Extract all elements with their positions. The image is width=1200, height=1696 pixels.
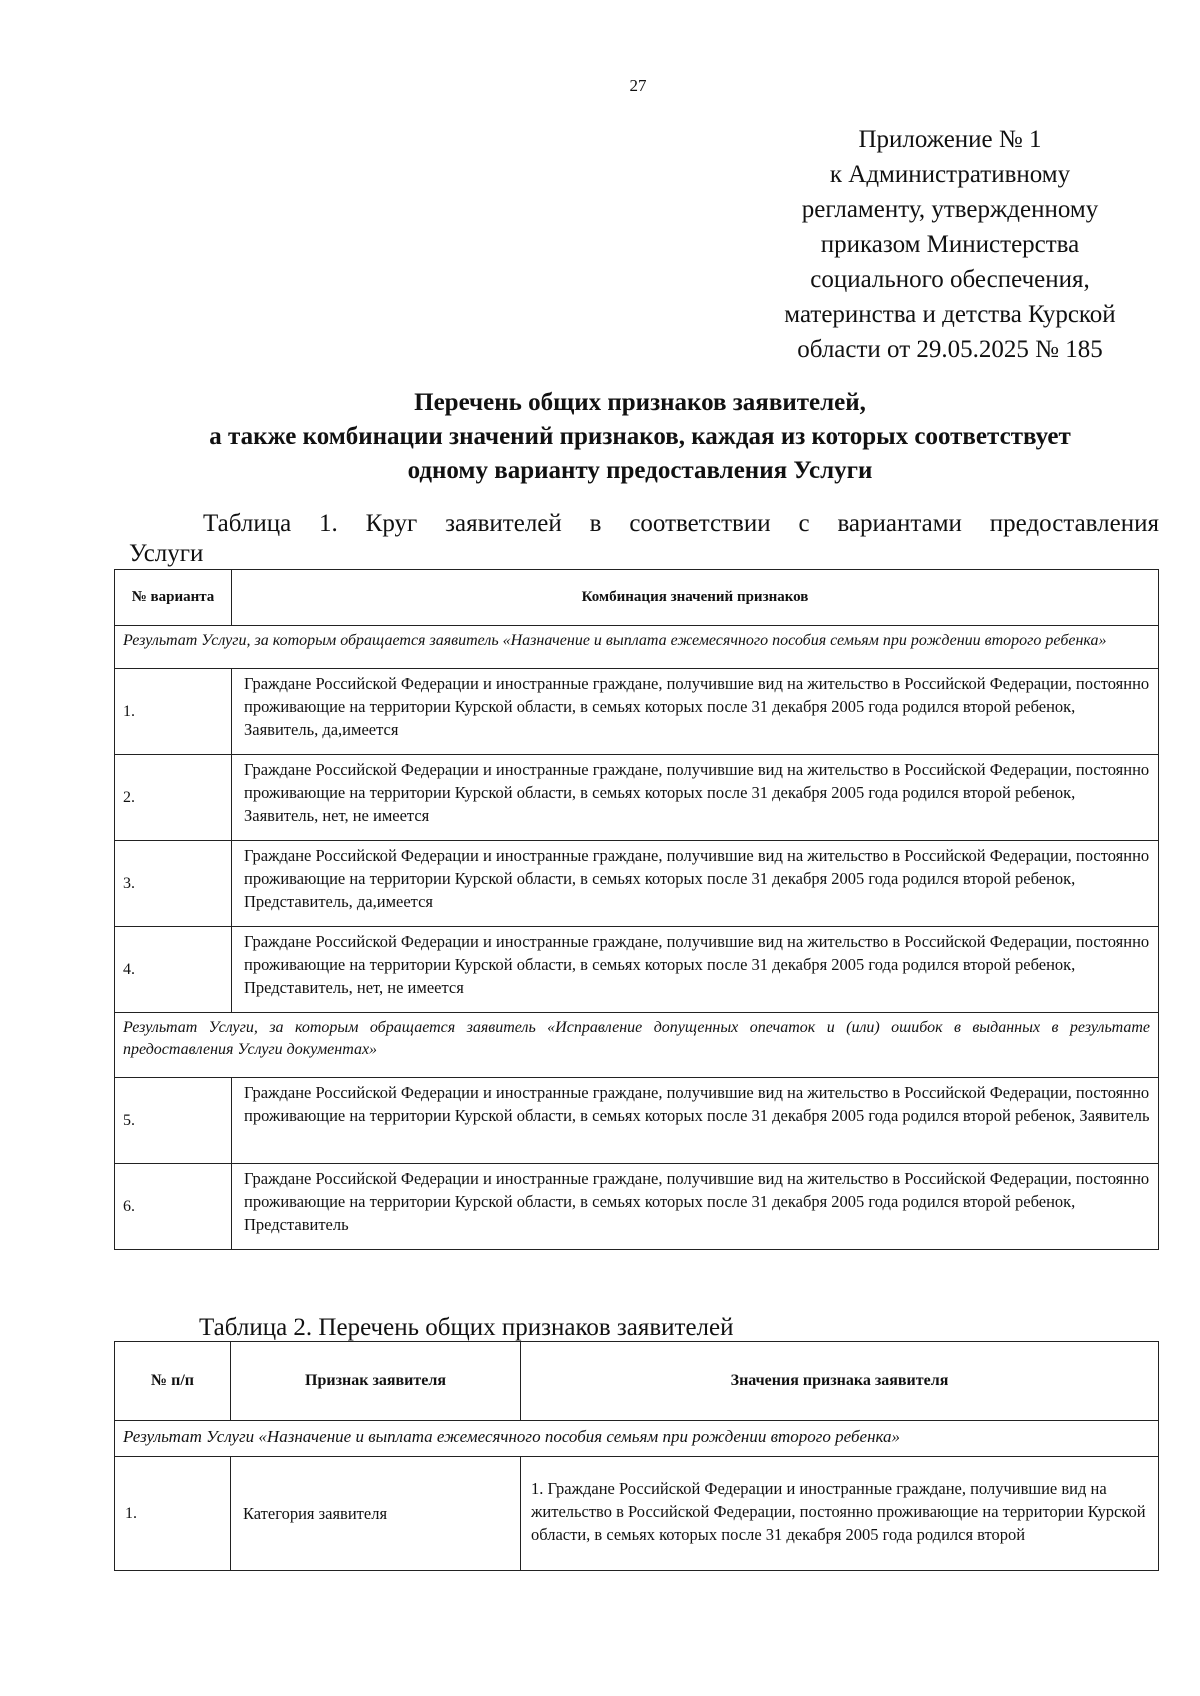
variant-combination: Граждане Российской Федерации и иностранные граждане, получившие вид на жительство в Российской Федерации, постоянно проживающие на территории Курской области, в семьях которых после 31 декабря 2005 года родился второй ребенок, Представитель bbox=[232, 1164, 1159, 1250]
table-row bbox=[115, 841, 1159, 927]
variant-combination: Граждане Российской Федерации и иностранные граждане, получившие вид на жительство в Российской Федерации, постоянно проживающие на территории Курской области, в семьях которых после 31 декабря 2005 года родился второй ребенок, Представитель, нет, не имеется bbox=[232, 927, 1159, 1013]
table-row bbox=[115, 755, 1159, 841]
header-sign: Признак заявителя bbox=[231, 1342, 521, 1421]
table-row bbox=[115, 669, 1159, 755]
result-row bbox=[115, 1013, 1159, 1078]
variants-table bbox=[114, 569, 1159, 1250]
variant-number: 5. bbox=[115, 1078, 232, 1164]
appendix-heading bbox=[740, 122, 1160, 367]
result-description: Результат Услуги, за которым обращается заявитель «Назначение и выплата ежемесячного пособия семьям при рождении второго ребенка» bbox=[115, 626, 1159, 669]
header-sign-values: Значения признака заявителя bbox=[521, 1342, 1159, 1421]
item-number: 1. bbox=[115, 1457, 231, 1571]
result-row bbox=[115, 626, 1159, 669]
appendix-line: материнства и детства Курской bbox=[784, 301, 1116, 328]
appendix-line: социального обеспечения, bbox=[810, 266, 1090, 293]
result-description: Результат Услуги «Назначение и выплата ежемесячного пособия семьям при рождении второго ребенка» bbox=[115, 1421, 1159, 1457]
appendix-line: регламенту, утвержденному bbox=[801, 196, 1099, 223]
title-line: а также комбинации значений признаков, каждая из которых соответствует bbox=[209, 423, 1071, 450]
variant-number: 3. bbox=[115, 841, 232, 927]
variant-combination: Граждане Российской Федерации и иностранные граждане, получившие вид на жительство в Российской Федерации, постоянно проживающие на территории Курской области, в семьях которых после 31 декабря 2005 года родился второй ребенок, Заявитель bbox=[232, 1078, 1159, 1164]
table-row bbox=[115, 1457, 1159, 1571]
result-row bbox=[115, 1421, 1159, 1457]
variant-combination: Граждане Российской Федерации и иностранные граждане, получившие вид на жительство в Российской Федерации, постоянно проживающие на территории Курской области, в семьях которых после 31 декабря 2005 года родился второй ребенок, Представитель, да,имеется bbox=[232, 841, 1159, 927]
variant-number: 4. bbox=[115, 927, 232, 1013]
table-header-row bbox=[115, 1342, 1159, 1421]
result-description: Результат Услуги, за которым обращается заявитель «Исправление допущенных опечаток и (или) ошибок в выданных в результате предоставления Услуги документах» bbox=[115, 1013, 1159, 1078]
appendix-line: приказом Министерства bbox=[820, 231, 1080, 258]
table-row bbox=[115, 1164, 1159, 1250]
title-line: одному варианту предоставления Услуги bbox=[407, 457, 873, 484]
appendix-line: Приложение № 1 bbox=[858, 126, 1042, 153]
document-title bbox=[60, 386, 1200, 488]
title-line: Перечень общих признаков заявителей, bbox=[414, 389, 866, 416]
applicant-sign: Категория заявителя bbox=[231, 1457, 521, 1571]
applicant-sign-values: 1. Граждане Российской Федерации и иностранные граждане, получившие вид на жительство в Российской Федерации, постоянно проживающие на территории Курской области, в семьях которых после 31 декабря 2005 года родился второй bbox=[521, 1457, 1159, 1571]
appendix-line: к Административному bbox=[829, 161, 1071, 188]
page-number: 27 bbox=[629, 76, 647, 95]
variant-combination: Граждане Российской Федерации и иностранные граждане, получившие вид на жительство в Российской Федерации, постоянно проживающие на территории Курской области, в семьях которых после 31 декабря 2005 года родился второй ребенок, Заявитель, да,имеется bbox=[232, 669, 1159, 755]
variant-number: 2. bbox=[115, 755, 232, 841]
header-variant-number: № варианта bbox=[115, 570, 232, 626]
table-row bbox=[115, 927, 1159, 1013]
header-combination: Комбинация значений признаков bbox=[232, 570, 1159, 626]
variant-combination: Граждане Российской Федерации и иностранные граждане, получившие вид на жительство в Российской Федерации, постоянно проживающие на территории Курской области, в семьях которых после 31 декабря 2005 года родился второй ребенок, Заявитель, нет, не имеется bbox=[232, 755, 1159, 841]
table1-caption: Таблица 1. Круг заявителей в соответствии с вариантами предоставления bbox=[203, 510, 1159, 537]
header-item-number: № п/п bbox=[115, 1342, 231, 1421]
table1-caption-continued: Услуги bbox=[129, 540, 204, 567]
table-header-row bbox=[115, 570, 1159, 626]
applicant-signs-table bbox=[114, 1341, 1159, 1571]
variant-number: 1. bbox=[115, 669, 232, 755]
table-row bbox=[115, 1078, 1159, 1164]
appendix-line: области от 29.05.2025 № 185 bbox=[797, 336, 1103, 363]
variant-number: 6. bbox=[115, 1164, 232, 1250]
table2-caption: Таблица 2. Перечень общих признаков заявителей bbox=[199, 1314, 734, 1341]
